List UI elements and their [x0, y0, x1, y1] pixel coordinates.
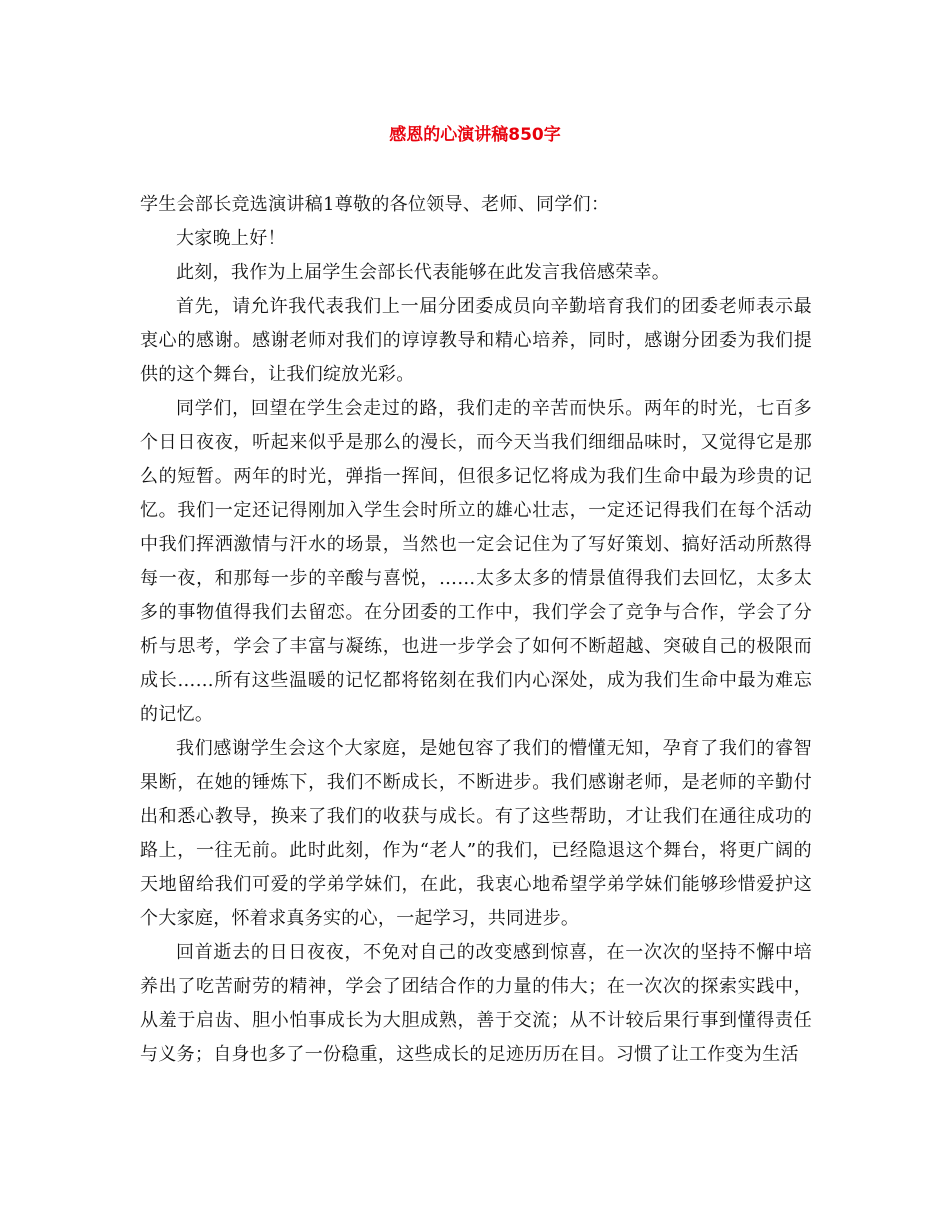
- document-title: 感恩的心演讲稿850字: [389, 125, 561, 145]
- paragraph: 此刻，我作为上届学生会部长代表能够在此发言我倍感荣幸。: [176, 262, 671, 283]
- paragraph: 我们感谢学生会这个大家庭，是她包容了我们的懵懂无知，孕育了我们的睿智果断，在她的锤炼下，我们不断成长，不断进步。我们感谢老师，是老师的辛勤付出和悉心教导，换来了我们的收获与成长。有了这些帮助，才让我们在通往成功的路上，一往无前。此时此刻，作为“老人”的我们，已经隐退这个舞台，将更广阔的天地留给我们可爱的学弟学妹们，在此，我衷心地希望学弟学妹们能够珍惜爱护这个大家庭，怀着求真务实的心，一起学习，共同进步。: [140, 738, 812, 929]
- document-body: [140, 188, 812, 1072]
- paragraph-opening: 学生会部长竞选演讲稿1尊敬的各位领导、老师、同学们：: [140, 194, 610, 215]
- paragraph-greeting: 大家晚上好！: [176, 228, 286, 249]
- paragraph: 首先，请允许我代表我们上一届分团委成员向辛勤培育我们的团委老师表示最衷心的感谢。感谢老师对我们的谆谆教导和精心培养，同时，感谢分团委为我们提供的这个舞台，让我们绽放光彩。: [140, 296, 812, 385]
- paragraph: 回首逝去的日日夜夜，不免对自己的改变感到惊喜，在一次次的坚持不懈中培养出了吃苦耐劳的精神，学会了团结合作的力量的伟大；在一次次的探索实践中，从羞于启齿、胆小怕事成长为大胆成熟，善于交流；从不计较后果行事到懂得责任与义务；自身也多了一份稳重，这些成长的足迹历历在目。习惯了让工作变为生活: [140, 942, 812, 1065]
- paragraph: 同学们，回望在学生会走过的路，我们走的辛苦而快乐。两年的时光，七百多个日日夜夜，听起来似乎是那么的漫长，而今天当我们细细品味时，又觉得它是那么的短暂。两年的时光，弹指一挥间，但很多记忆将成为我们生命中最为珍贵的记忆。我们一定还记得刚加入学生会时所立的雄心壮志，一定还记得我们在每个活动中我们挥洒激情与汗水的场景，当然也一定会记住为了写好策划、搞好活动所熬得每一夜，和那每一步的辛酸与喜悦，……太多太多的情景值得我们去回忆，太多太多的事物值得我们去留恋。在分团委的工作中，我们学会了竞争与合作，学会了分析与思考，学会了丰富与凝练，也进一步学会了如何不断超越、突破自己的极限而成长……所有这些温暖的记忆都将铭刻在我们内心深处，成为我们生命中最为难忘的记忆。: [140, 398, 812, 725]
